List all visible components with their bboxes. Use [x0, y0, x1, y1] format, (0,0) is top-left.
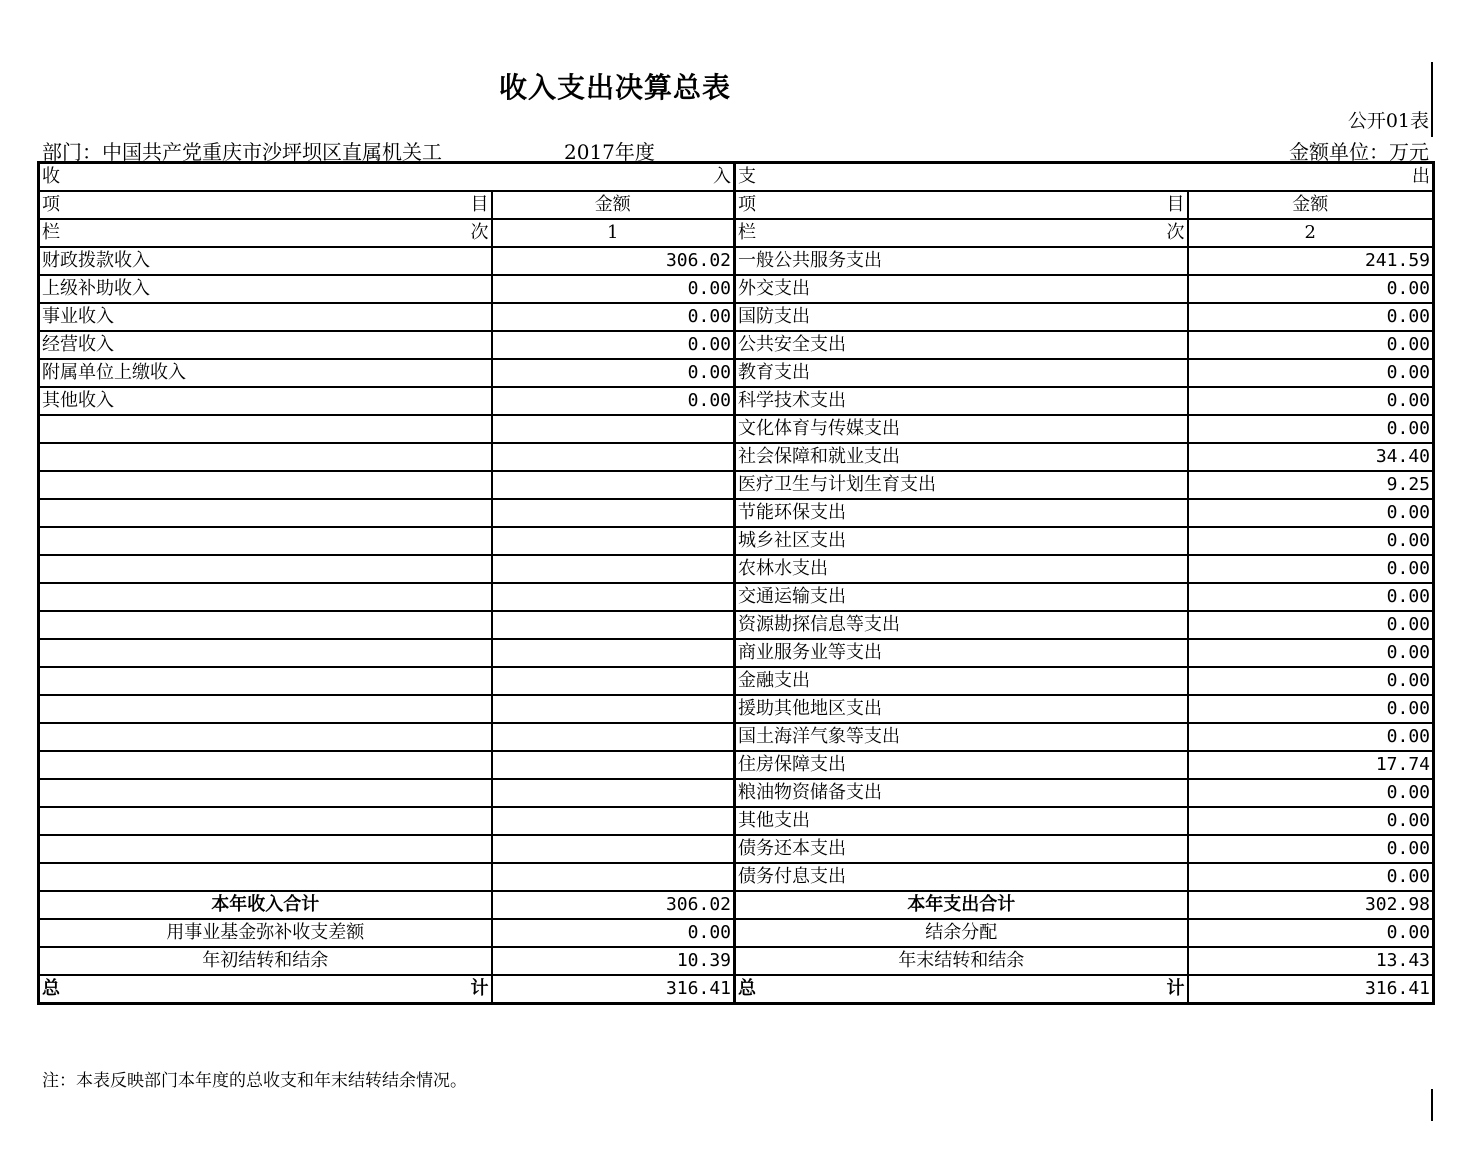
table-row	[39, 247, 1434, 275]
expense-item: 其他支出	[735, 807, 1188, 835]
income-item	[39, 807, 492, 835]
income-total-label: 总 计	[39, 975, 492, 1004]
income-total-amount: 316.41	[492, 975, 735, 1004]
income-amount	[492, 779, 735, 807]
income-amount	[492, 751, 735, 779]
income-item	[39, 499, 492, 527]
income-amount	[492, 835, 735, 863]
income-item	[39, 527, 492, 555]
expense-item: 粮油物资储备支出	[735, 779, 1188, 807]
expense-item: 国防支出	[735, 303, 1188, 331]
income-amount: 0.00	[492, 387, 735, 415]
expense-amount: 0.00	[1188, 639, 1434, 667]
income-summary-label: 年初结转和结余	[39, 947, 492, 975]
expense-item: 一般公共服务支出	[735, 247, 1188, 275]
income-summary-amount: 306.02	[492, 891, 735, 919]
expense-amount: 0.00	[1188, 303, 1434, 331]
income-expense-table	[37, 161, 1435, 1005]
income-item	[39, 779, 492, 807]
expense-item: 金融支出	[735, 667, 1188, 695]
expense-item: 文化体育与传媒支出	[735, 415, 1188, 443]
expense-amount: 9.25	[1188, 471, 1434, 499]
income-amount: 306.02	[492, 247, 735, 275]
expense-item: 资源勘探信息等支出	[735, 611, 1188, 639]
expense-amount-header: 金额	[1188, 191, 1434, 219]
margin-mark	[1431, 62, 1433, 137]
table-row	[39, 639, 1434, 667]
table-row	[39, 359, 1434, 387]
income-summary-label: 本年收入合计	[39, 891, 492, 919]
table-row	[39, 443, 1434, 471]
margin-mark	[1431, 1089, 1433, 1121]
table-row	[39, 863, 1434, 891]
income-item	[39, 415, 492, 443]
expense-summary-amount: 13.43	[1188, 947, 1434, 975]
expense-total-amount: 316.41	[1188, 975, 1434, 1004]
income-amount	[492, 555, 735, 583]
income-item	[39, 751, 492, 779]
expense-item-header: 项 目	[735, 191, 1188, 219]
table-row	[39, 275, 1434, 303]
expense-item: 商业服务业等支出	[735, 639, 1188, 667]
expense-item: 社会保障和就业支出	[735, 443, 1188, 471]
income-item	[39, 639, 492, 667]
expense-item: 援助其他地区支出	[735, 695, 1188, 723]
expense-amount: 0.00	[1188, 835, 1434, 863]
expense-amount: 0.00	[1188, 863, 1434, 891]
income-item	[39, 583, 492, 611]
expense-amount: 0.00	[1188, 723, 1434, 751]
income-item	[39, 667, 492, 695]
expense-section-header: 支 出	[735, 163, 1434, 192]
expense-item: 教育支出	[735, 359, 1188, 387]
expense-amount: 0.00	[1188, 499, 1434, 527]
income-amount	[492, 611, 735, 639]
table-row	[39, 667, 1434, 695]
expense-item: 科学技术支出	[735, 387, 1188, 415]
income-amount: 0.00	[492, 275, 735, 303]
income-amount	[492, 807, 735, 835]
income-amount	[492, 583, 735, 611]
income-item	[39, 863, 492, 891]
table-row	[39, 387, 1434, 415]
expense-amount: 241.59	[1188, 247, 1434, 275]
expense-item: 城乡社区支出	[735, 527, 1188, 555]
income-item	[39, 835, 492, 863]
expense-summary-label: 本年支出合计	[735, 891, 1188, 919]
income-amount	[492, 443, 735, 471]
income-amount-header: 金额	[492, 191, 735, 219]
expense-summary-amount: 302.98	[1188, 891, 1434, 919]
table-row	[39, 527, 1434, 555]
expense-item: 债务付息支出	[735, 863, 1188, 891]
income-item: 财政拨款收入	[39, 247, 492, 275]
fiscal-year: 2017年度	[564, 140, 655, 164]
expense-amount: 0.00	[1188, 359, 1434, 387]
expense-item: 住房保障支出	[735, 751, 1188, 779]
expense-item: 医疗卫生与计划生育支出	[735, 471, 1188, 499]
income-item	[39, 555, 492, 583]
income-item: 其他收入	[39, 387, 492, 415]
expense-amount: 0.00	[1188, 611, 1434, 639]
footnote: 注：本表反映部门本年度的总收支和年末结转结余情况。	[42, 1071, 467, 1091]
expense-column-header: 栏 次	[735, 219, 1188, 247]
table-row	[39, 499, 1434, 527]
table-row	[39, 807, 1434, 835]
table-row	[39, 723, 1434, 751]
expense-amount: 17.74	[1188, 751, 1434, 779]
expense-item: 国土海洋气象等支出	[735, 723, 1188, 751]
expense-item: 外交支出	[735, 275, 1188, 303]
income-item	[39, 611, 492, 639]
expense-summary-label: 结余分配	[735, 919, 1188, 947]
income-column-header: 栏 次	[39, 219, 492, 247]
header-row-item	[39, 191, 1434, 219]
income-summary-amount: 0.00	[492, 919, 735, 947]
income-amount	[492, 415, 735, 443]
table-row	[39, 331, 1434, 359]
header-row-column	[39, 219, 1434, 247]
expense-item: 公共安全支出	[735, 331, 1188, 359]
income-item-header: 项 目	[39, 191, 492, 219]
income-item: 经营收入	[39, 331, 492, 359]
income-item	[39, 471, 492, 499]
expense-item: 农林水支出	[735, 555, 1188, 583]
table-row	[39, 555, 1434, 583]
expense-amount: 0.00	[1188, 583, 1434, 611]
expense-amount: 0.00	[1188, 555, 1434, 583]
expense-amount: 0.00	[1188, 527, 1434, 555]
table-row	[39, 751, 1434, 779]
page-title: 收入支出决算总表	[499, 71, 732, 104]
expense-amount: 0.00	[1188, 779, 1434, 807]
expense-amount: 0.00	[1188, 331, 1434, 359]
summary-row	[39, 947, 1434, 975]
income-item: 上级补助收入	[39, 275, 492, 303]
table-row	[39, 835, 1434, 863]
expense-amount: 34.40	[1188, 443, 1434, 471]
form-number: 公开01表	[1347, 110, 1429, 132]
income-item	[39, 695, 492, 723]
income-item	[39, 723, 492, 751]
income-amount	[492, 499, 735, 527]
table-row	[39, 471, 1434, 499]
expense-amount: 0.00	[1188, 415, 1434, 443]
income-amount	[492, 639, 735, 667]
expense-summary-amount: 0.00	[1188, 919, 1434, 947]
expense-amount: 0.00	[1188, 695, 1434, 723]
summary-row	[39, 919, 1434, 947]
income-amount: 0.00	[492, 303, 735, 331]
expense-amount: 0.00	[1188, 667, 1434, 695]
expense-amount: 0.00	[1188, 275, 1434, 303]
income-item: 附属单位上缴收入	[39, 359, 492, 387]
table-row	[39, 779, 1434, 807]
income-section-header: 收 入	[39, 163, 735, 192]
income-summary-label: 用事业基金弥补收支差额	[39, 919, 492, 947]
table-row	[39, 611, 1434, 639]
expense-column-number: 2	[1188, 219, 1434, 247]
expense-amount: 0.00	[1188, 387, 1434, 415]
income-amount: 0.00	[492, 359, 735, 387]
income-amount	[492, 863, 735, 891]
total-row	[39, 975, 1434, 1004]
expense-item: 节能环保支出	[735, 499, 1188, 527]
department-label: 部门：中国共产党重庆市沙坪坝区直属机关工	[42, 140, 442, 164]
income-amount	[492, 695, 735, 723]
table-row	[39, 415, 1434, 443]
table-row	[39, 303, 1434, 331]
income-amount	[492, 471, 735, 499]
expense-amount: 0.00	[1188, 807, 1434, 835]
expense-summary-label: 年末结转和结余	[735, 947, 1188, 975]
income-item: 事业收入	[39, 303, 492, 331]
income-summary-amount: 10.39	[492, 947, 735, 975]
table-row	[39, 583, 1434, 611]
expense-item: 债务还本支出	[735, 835, 1188, 863]
income-amount	[492, 667, 735, 695]
expense-item: 交通运输支出	[735, 583, 1188, 611]
income-amount	[492, 527, 735, 555]
income-column-number: 1	[492, 219, 735, 247]
income-amount	[492, 723, 735, 751]
header-row-section	[39, 163, 1434, 192]
income-amount: 0.00	[492, 331, 735, 359]
expense-total-label: 总 计	[735, 975, 1188, 1004]
income-item	[39, 443, 492, 471]
table-row	[39, 695, 1434, 723]
summary-row	[39, 891, 1434, 919]
amount-unit: 金额单位：万元	[1289, 140, 1429, 164]
